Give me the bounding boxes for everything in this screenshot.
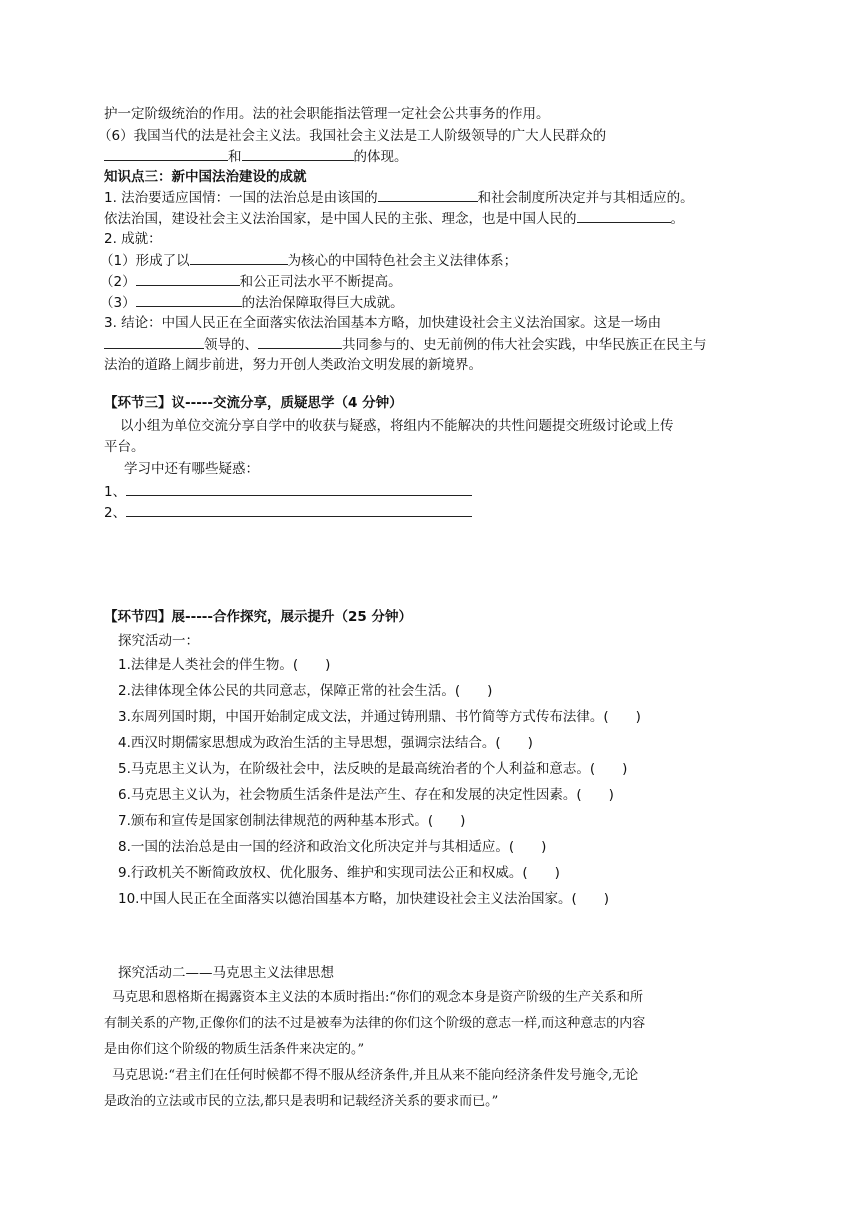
paragraph-text: 和社会制度所决定并与其相适应的。 — [477, 190, 694, 206]
paragraph-text: 2. 成就： — [104, 231, 162, 247]
text-line — [118, 963, 334, 983]
fill-blank[interactable] — [258, 334, 342, 349]
paragraph-text: （1）形成了以 — [100, 253, 190, 269]
statement-text: 10.中国人民正在全面落实以德治国基本方略，加快建设社会主义法治国家。( ) — [118, 891, 610, 907]
heading-text: 知识点三：新中国法治建设的成就 — [104, 169, 307, 185]
list-item — [118, 837, 546, 857]
list-item — [118, 863, 560, 883]
section-heading — [104, 167, 307, 187]
statement-text: 3.东周列国时期，中国开始制定成文法，并通过铸刑鼎、书竹简等方式传布法律。( ) — [118, 709, 641, 725]
paragraph-text: （2） — [100, 274, 136, 290]
paragraph-text: 的法治保障取得巨大成就。 — [241, 295, 404, 311]
list-item — [118, 811, 465, 831]
list-item — [118, 785, 614, 805]
paragraph-text: 1. 法治要适应国情：一国的法治总是由该国的 — [104, 190, 378, 206]
text-line — [104, 437, 145, 457]
section-heading — [104, 607, 412, 627]
section-heading — [104, 393, 403, 413]
paragraph-text: 3. 结论：中国人民正在全面落实依法治国基本方略，加快建设社会主义法治国家。这是一场由 — [104, 315, 662, 331]
quote-text: 是政治的立法或市民的立法,都只是表明和记载经济关系的要求而已。” — [104, 1094, 499, 1109]
quote-text: 马克思说:“君主们在任何时候都不得不服从经济条件,并且从来不能向经济条件发号施令,无论 — [112, 1068, 639, 1083]
quote-line — [112, 1066, 638, 1086]
text-line — [104, 104, 550, 124]
quote-text: 是由你们这个阶级的物质生活条件来决定的。” — [104, 1042, 365, 1057]
paragraph-text: 。 — [670, 211, 684, 227]
statement-text: 1.法律是人类社会的伴生物。( ) — [118, 657, 331, 673]
list-item — [118, 655, 330, 675]
list-item — [118, 889, 609, 909]
fill-blank[interactable] — [104, 146, 228, 161]
paragraph-text: 以小组为单位交流分享自学中的收获与疑惑，将组内不能解决的共性问题提交班级讨论或上传 — [120, 418, 674, 434]
list-item — [118, 681, 492, 701]
text-line — [104, 313, 661, 333]
text-line — [100, 271, 402, 292]
text-line — [104, 334, 707, 355]
paragraph-text: （3） — [100, 295, 136, 311]
statement-text: 4.西汉时期儒家思想成为政治生活的主导思想，强调宗法结合。( ) — [118, 735, 533, 751]
statement-text: 6.马克思主义认为，社会物质生活条件是法产生、存在和发展的决定性因素。( ) — [118, 787, 614, 803]
paragraph-text: 法治的道路上阔步前进，努力开创人类政治文明发展的新境界。 — [104, 357, 482, 373]
quote-line — [112, 988, 643, 1008]
text-line — [104, 208, 684, 229]
fill-blank[interactable] — [378, 187, 478, 202]
paragraph-text: 的体现。 — [353, 149, 408, 165]
paragraph-text: 共同参与的、史无前例的伟大社会实践，中华民族正在民主与 — [342, 337, 707, 353]
paragraph-text: 和 — [228, 149, 242, 165]
paragraph-text: 和公正司法水平不断提高。 — [239, 274, 402, 290]
statement-text: 9.行政机关不断简政放权、优化服务、维护和实现司法公正和权威。( ) — [118, 865, 560, 881]
fill-blank[interactable] — [190, 250, 288, 265]
fill-blank[interactable] — [577, 208, 671, 223]
text-line — [104, 355, 482, 375]
text-line — [104, 229, 162, 249]
statement-text: 7.颁布和宣传是国家创制法律规范的两种基本形式。( ) — [118, 813, 466, 829]
paragraph-text: 探究活动二——马克思主义法律思想 — [118, 965, 334, 981]
quote-line — [104, 1014, 645, 1034]
heading-text: 【环节三】议-----交流分享，质疑思学（4 分钟） — [104, 395, 403, 411]
answer-line — [104, 502, 472, 523]
fill-blank[interactable] — [242, 146, 354, 161]
text-line — [124, 459, 259, 479]
fill-blank[interactable] — [136, 292, 242, 307]
list-item — [118, 759, 627, 779]
paragraph-text: 探究活动一： — [118, 633, 199, 649]
fill-blank[interactable] — [136, 271, 240, 286]
quote-text: 马克思和恩格斯在揭露资本主义法的本质时指出:“你们的观念本身是资产阶级的生产关系和所 — [112, 990, 644, 1005]
quote-line — [104, 1092, 498, 1112]
list-item — [118, 707, 641, 727]
text-line — [120, 416, 674, 436]
quote-text: 有制关系的产物,正像你们的法不过是被奉为法律的你们这个阶级的意志一样,而这种意志的内容 — [104, 1016, 646, 1031]
quote-line — [104, 1040, 364, 1060]
paragraph-text: 学习中还有哪些疑惑： — [124, 461, 259, 477]
list-item — [118, 733, 533, 753]
statement-text: 8.一国的法治总是由一国的经济和政治文化所决定并与其相适应。( ) — [118, 839, 547, 855]
text-line — [98, 126, 606, 146]
number-label: 1、 — [104, 484, 127, 500]
text-line — [104, 187, 694, 208]
paragraph-text: 为核心的中国特色社会主义法律体系； — [287, 253, 518, 269]
statement-text: 2.法律体现全体公民的共同意志，保障正常的社会生活。( ) — [118, 683, 493, 699]
statement-text: 5.马克思主义认为，在阶级社会中，法反映的是最高统治者的个人利益和意志。( ) — [118, 761, 628, 777]
fill-blank[interactable] — [104, 334, 204, 349]
answer-line — [104, 481, 472, 502]
heading-text: 【环节四】展-----合作探究，展示提升（25 分钟） — [104, 609, 413, 625]
answer-blank[interactable] — [126, 502, 472, 517]
paragraph-text: 依法治国，建设社会主义法治国家，是中国人民的主张、理念，也是中国人民的 — [104, 211, 577, 227]
text-line — [100, 250, 517, 271]
text-line — [100, 292, 404, 313]
number-label: 2、 — [104, 505, 127, 521]
answer-blank[interactable] — [126, 481, 472, 496]
paragraph-text: 护一定阶级统治的作用。法的社会职能指法管理一定社会公共事务的作用。 — [104, 106, 550, 122]
text-line — [118, 631, 199, 651]
paragraph-text: （6）我国当代的法是社会主义法。我国社会主义法是工人阶级领导的广大人民群众的 — [98, 128, 607, 144]
text-line — [104, 146, 408, 167]
paragraph-text: 领导的、 — [204, 337, 258, 353]
paragraph-text: 平台。 — [104, 439, 145, 455]
